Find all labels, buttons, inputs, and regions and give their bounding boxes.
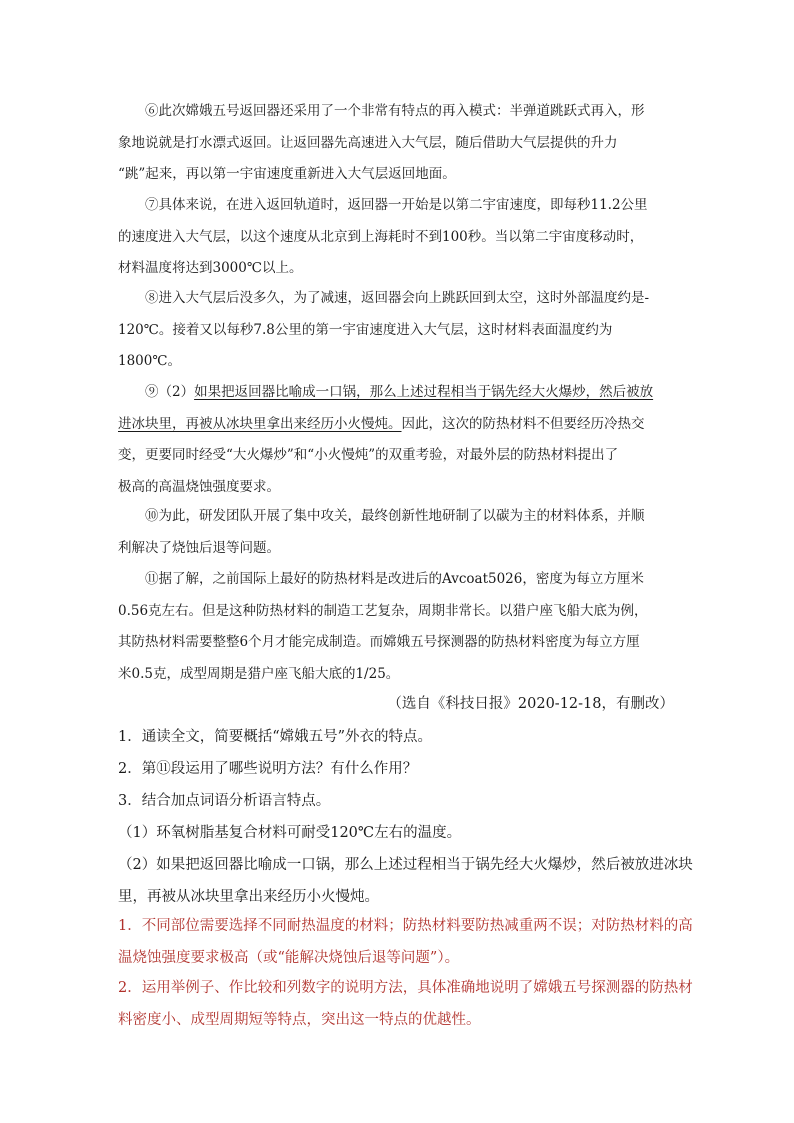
text-line: 象地说就是打水漂式返回。让返回器先高速进入大气层，随后借助大气层提供的升力 [118, 134, 618, 151]
question-text: （1）环氧树脂基复合材料可耐受120℃左右的温度。 [118, 825, 462, 841]
answer-1 [118, 910, 693, 974]
answer-text: 2．运用举例子、作比较和列数字的说明方法，具体准确地说明了嫦娥五号探测器的防热材 [118, 980, 693, 996]
text-line: ⑩为此，研发团队开展了集中攻关，最终创新性地研制了以碳为主的材料体系，并顺 [145, 508, 645, 524]
source-note: （选自《科技日报》2020-12-18，有删改） [387, 696, 674, 712]
text-line: 材料温度将达到3000℃以上。 [118, 260, 303, 276]
text-line: ⑪据了解，之前国际上最好的防热材料是改进后的Avcoat5026，密度为每立方厘米 [145, 571, 644, 587]
answer-text: 温烧蚀强度要求极高（或“能解决烧蚀后退等问题”）。 [118, 950, 460, 966]
text-line: ⑧进入大气层后没多久，为了减速，返回器会向上跳跃回到太空，这时外部温度约是- [145, 290, 650, 306]
answer-text: 料密度小、成型周期短等特点，突出这一特点的优越性。 [118, 1012, 481, 1028]
answer-2 [118, 972, 693, 1036]
question-text: 3．结合加点词语分析语言特点。 [118, 793, 331, 809]
paragraph-lead: ⑨（2） [145, 384, 195, 400]
question-text: 1．通读全文，简要概括“嫦娥五号”外衣的特点。 [118, 729, 433, 745]
paragraph-10 [118, 501, 678, 564]
text-line: 极高的高温烧蚀强度要求。 [118, 478, 280, 495]
text-line: ⑥此次嫦娥五号返回器还采用了一个非常有特点的再入模式：半弹道跳跃式再入，形 [145, 103, 645, 119]
text-line: 1800℃。 [118, 353, 181, 369]
text-line: 利解决了烧蚀后退等问题。 [118, 539, 280, 556]
text-line: 的速度进入大气层，以这个速度从北京到上海耗时不到100秒。当以第二宇宙度移动时， [118, 228, 644, 245]
underlined-sentence: 进冰块里，再被从冰块里拿出来经历小火慢炖。 [118, 415, 402, 432]
question-text: （2）如果把返回器比喻成一口锅，那么上述过程相当于锅先经大火爆炒，然后被放进冰块 [118, 857, 693, 873]
paragraph-8 [118, 283, 678, 378]
paragraph-11 [118, 564, 678, 690]
question-2 [118, 753, 688, 785]
text-line: 其防热材料需要整整6个月才能完成制造。而嫦娥五号探测器的防热材料密度为每立方厘 [118, 634, 640, 650]
text-line: 变，更要同时经受“大火爆炒”和“小火慢炖”的双重考验，对最外层的防热材料提出了 [118, 447, 619, 463]
question-3-1 [118, 817, 688, 849]
text-line: 0.56克左右。但是这种防热材料的制造工艺复杂，周期非常长。以猎户座飞船大底为例， [118, 602, 648, 619]
text-line: 120℃。接着又以每秒7.8公里的第一宇宙速度进入大气层，这时材料表面温度约为 [118, 321, 613, 338]
answer-text: 1．不同部位需要选择不同耐热温度的材料；防热材料要防热减重两不误；对防热材料的高 [118, 918, 693, 934]
text-line [118, 409, 678, 441]
paragraph-7 [118, 190, 678, 285]
question-1 [118, 721, 688, 753]
text-span: 因此，这次的防热材料不但要经历冷热交 [401, 415, 645, 432]
underlined-sentence: 如果把返回器比喻成一口锅，那么上述过程相当于锅先经大火爆炒，然后被放 [194, 384, 654, 400]
question-text: 2．第⑪段运用了哪些说明方法？有什么作用？ [118, 761, 418, 777]
text-line: ⑦具体来说，在进入返回轨道时，返回器一开始是以第二宇宙速度，即每秒11.2公里 [145, 197, 648, 213]
text-line: “跳”起来，再以第一宇宙速度重新进入大气层返回地面。 [118, 166, 456, 182]
question-3-2 [118, 849, 693, 913]
question-text: 里，再被从冰块里拿出来经历小火慢炖。 [118, 889, 379, 905]
text-line [118, 377, 678, 409]
paragraph-9 [118, 377, 678, 503]
text-line: 米0.5克，成型周期是猎户座飞船大底的1/25。 [118, 665, 400, 682]
question-3 [118, 785, 688, 817]
paragraph-6 [118, 96, 678, 191]
